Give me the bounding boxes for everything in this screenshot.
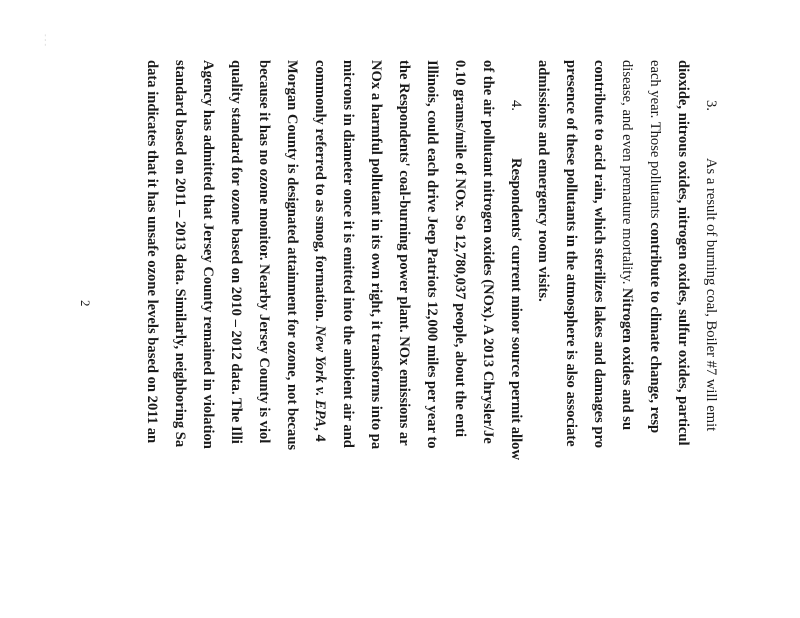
text-run: , 4 xyxy=(312,427,328,442)
text-run: data indicates that it has unsafe ozone levels based on 2011 an xyxy=(144,60,160,444)
paragraph-3-line xyxy=(563,60,578,447)
text-run: of the air pollutant nitrogen oxides (NOx). A 2013 Chrysler/Je xyxy=(480,60,496,444)
text-run: presence of these pollutants in the atmosphere is also associate xyxy=(563,60,579,447)
paragraph-4-line xyxy=(256,60,271,443)
text-run: As a result of burning coal, Boiler #7 will emit xyxy=(703,158,719,432)
text-run: 0.10 grams/mile of NOx. So 12,780,037 people, about the enti xyxy=(452,60,468,437)
text-run: Illinois, could each drive Jeep Patriots 12,000 miles per year to xyxy=(424,60,440,449)
text-run: quality standard for ozone based on 2010 – 2012 data. The Illi xyxy=(228,60,244,444)
paragraph-3-line xyxy=(703,158,718,431)
paragraph-3-line xyxy=(619,60,634,430)
text-run: New York v. EPA xyxy=(312,325,328,428)
paragraph-4-line xyxy=(424,60,439,449)
text-run: microns in diameter once it is emitted into the ambient air and xyxy=(340,60,356,448)
paragraph-3-line xyxy=(535,60,550,302)
paragraph-4-line xyxy=(200,60,215,449)
paragraph-4-line xyxy=(368,60,383,449)
paragraph-4-line xyxy=(172,60,187,447)
text-run: the Respondents' coal-burning power plant. NOx emissions ar xyxy=(396,60,412,446)
text-run: contribute to climate change, resp xyxy=(647,222,663,434)
text-run: NOx a harmful pollutant in its own right, it transforms into pa xyxy=(368,60,384,450)
text-run: each year. Those pollutants xyxy=(647,60,663,223)
paragraph-3-line xyxy=(675,60,690,446)
text-run: disease, and even premature mortality. xyxy=(619,60,635,289)
paragraph-4-number: 4. xyxy=(508,100,524,111)
paragraph-3-line xyxy=(591,60,606,448)
paragraph-4-line xyxy=(228,60,243,444)
text-run: contribute to acid rain, which sterilizes lakes and damages pro xyxy=(591,60,607,449)
text-run: admissions and emergency room visits. xyxy=(535,60,551,302)
paragraph-4-line xyxy=(312,60,327,442)
paragraph-4-line xyxy=(480,60,495,444)
text-run: because it has no ozone monitor. Nearby Jersey County is viol xyxy=(256,60,272,444)
text-run: commonly referred to as smog, formation. xyxy=(312,60,328,326)
text-run: Respondents' current minor source permit allow xyxy=(508,158,524,460)
text-run: Morgan County is designated attainment for ozone, not becaus xyxy=(284,60,300,451)
text-run: Agency has admitted that Jersey County remained in violation xyxy=(200,60,216,449)
paragraph-4-line xyxy=(144,60,159,443)
paragraph-3-line xyxy=(647,60,662,433)
paragraph-4-line xyxy=(340,60,355,448)
page-number: 2 xyxy=(78,300,93,307)
text-run: standard based on 2011 – 2013 data. Similarly, neighboring Sa xyxy=(172,60,188,448)
text-run: dioxide, nitrous oxides, nitrogen oxides, sulfur oxides, particul xyxy=(675,60,691,446)
text-run: Nitrogen oxides and su xyxy=(619,288,635,431)
paragraph-4-line xyxy=(396,60,411,446)
corner-mark: - - - xyxy=(41,34,49,47)
paragraph-4-line xyxy=(284,60,299,450)
paragraph-4-line xyxy=(452,60,467,437)
paragraph-4-line xyxy=(508,158,523,460)
paragraph-3-number: 3. xyxy=(703,100,719,111)
